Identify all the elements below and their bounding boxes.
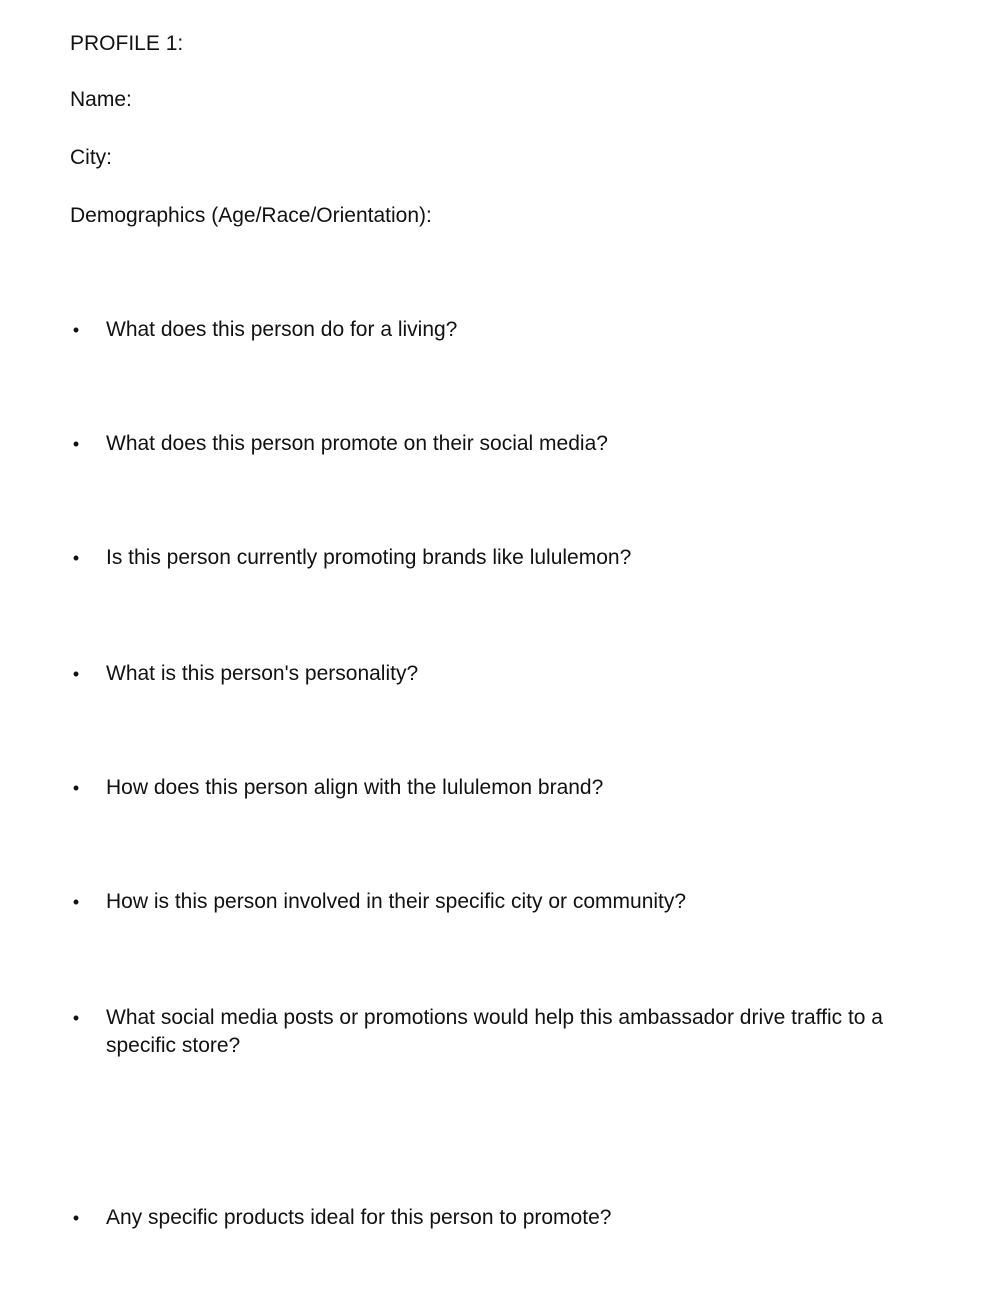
bullet-icon: • bbox=[72, 1208, 80, 1228]
city-field-label: City: bbox=[70, 146, 112, 169]
demographics-field-label: Demographics (Age/Race/Orientation): bbox=[70, 204, 432, 227]
question-text: What is this person's personality? bbox=[106, 662, 419, 685]
question-text: What does this person promote on their social media? bbox=[106, 432, 608, 455]
bullet-icon: • bbox=[72, 892, 80, 912]
bullet-icon: • bbox=[72, 664, 80, 684]
bullet-icon: • bbox=[72, 434, 80, 454]
question-text: What does this person do for a living? bbox=[106, 318, 458, 341]
profile-heading: PROFILE 1: bbox=[70, 32, 184, 55]
question-text: How does this person align with the lululemon brand? bbox=[106, 776, 604, 799]
bullet-icon: • bbox=[72, 320, 80, 340]
question-text: Is this person currently promoting brands like lululemon? bbox=[106, 546, 632, 569]
bullet-icon: • bbox=[72, 548, 80, 568]
question-text: How is this person involved in their specific city or community? bbox=[106, 890, 687, 913]
question-text: Any specific products ideal for this person to promote? bbox=[106, 1206, 612, 1229]
question-text: What social media posts or promotions would help this ambassador drive traffic to a specific store? bbox=[106, 1006, 883, 1057]
bullet-icon: • bbox=[72, 778, 80, 798]
name-field-label: Name: bbox=[70, 88, 132, 111]
bullet-icon: • bbox=[72, 1008, 80, 1028]
